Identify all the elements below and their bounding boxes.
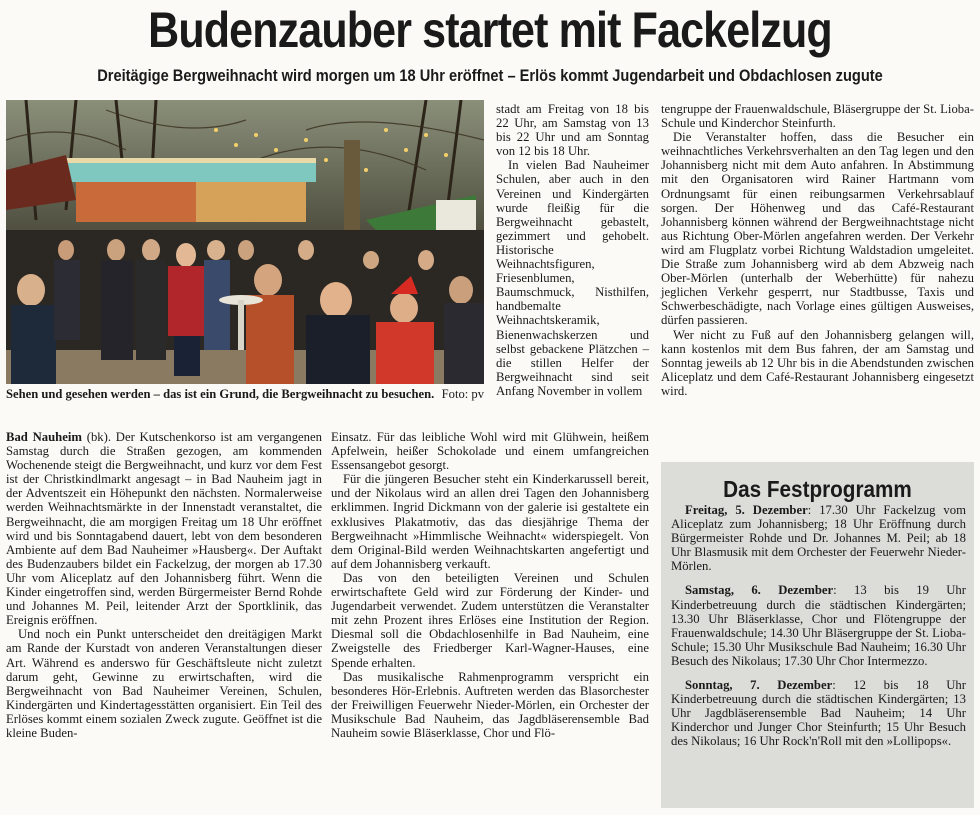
festprogramm-body [661, 503, 974, 749]
program-day-label: Freitag, 5. Dezember [685, 503, 808, 517]
article-column-1 [6, 430, 322, 740]
article-paragraph: Einsatz. Für das leibliche Wohl wird mit Glühwein, heißem Apfelwein, heißer Schokolade und einem umfangreichen Essensangebot gesorgt. [331, 430, 649, 473]
photo-credit: Foto: pv [441, 387, 484, 401]
article-column-2 [331, 430, 649, 740]
caption-text: Sehen und gesehen werden – das ist ein Grund, die Bergweihnacht zu besuchen. [6, 387, 435, 401]
photo-caption [6, 387, 484, 402]
subheadline: Dreitägige Bergweihnacht wird morgen um 18 Uhr eröffnet – Erlös kommt Jugendarbeit und Obdachlosen zugute [97, 66, 883, 85]
article-paragraph: Bad Nauheim (bk). Der Kutschenkorso ist am vergangenen Samstag durch die Straßen gezogen, am kommenden Wochenende steigt die Bergweihnacht, und kurz vor dem Fest ist der Christkindlmarkt angesagt – in Bad Nauheim jagt in der Adventszeit ein Höhepunkt den nächsten. Normalerweise werden Weihnachtsmärkte in der Innenstadt veranstaltet, die Bergweihnacht, die am morgigen Freitag um 18 Uhr eröffnet wird und bis Sonntagabend dauert, lebt von dem besonderen Ambiente auf dem Bad Nauheimer »Hausberg«. Der Auftakt des Budenzaubers bildet ein Fackelzug, der morgen ab 17.30 Uhr vom Aliceplatz auf den Johannisberg führt. Wenn die Kinder eingetroffen sind, werden Bürgermeister Bernd Rohde und Johannes M. Peil, leitender Arzt der Sportklinik, das Ereignis eröffnen. [6, 430, 322, 628]
article-paragraph: Das musikalische Rahmenprogramm verspricht ein besonderes Hör-Erlebnis. Auftreten werden das Blasorchester der Freiwilligen Feuerwehr Nieder-Mörlen, ein Orchester der Musikschule Bad Nauheim, das Jagdbläserensemble Bad Nauheim sowie Bläserklasse, Chor und Flö- [331, 669, 649, 740]
article-paragraph: tengruppe der Frauenwaldschule, Bläsergruppe der St. Lioba-Schule und Kinderchor Steinfurth. [661, 102, 974, 131]
program-day [671, 678, 966, 748]
article-paragraph: Das von den beteiligten Vereinen und Schulen erwirtschaftete Geld wird zur Förderung der Kinder- und Jugendarbeit verwendet. Zudem unterstützen die Veranstalter mit zehn Prozent ihres Erlöses eine Institution der Region. Diesmal soll die Obdachlosenhilfe in Bad Nauheim, eine Zweigstelle des Friedberger Karl-Wagner-Hauses, eine Spende erhalten. [331, 570, 649, 670]
program-day [671, 583, 966, 668]
program-day-label: Samstag, 6. Dezember [685, 583, 834, 598]
article-paragraph: Für die jüngeren Besucher steht ein Kinderkarussell bereit, und der Nikolaus wird an allen drei Tagen den Johannisberg erklimmen. Ingrid Dickmann von der galerie isi gestaltete ein exklusives Plakatmotiv, das das diesjährige Thema der Bergweihnacht »Himmlische Weihnacht« widerspiegelt. Von dem Original-Bild werden Weihnachtskarten angefertigt und auf dem Johannisberg verkauft. [331, 472, 649, 571]
article-column-3 [496, 102, 649, 398]
article-paragraph: stadt am Freitag von 18 bis 22 Uhr, am Samstag von 13 bis 22 Uhr und am Sonntag von 12 bis 18 Uhr. [496, 102, 649, 159]
article-paragraph: Die Veranstalter hoffen, dass die Besucher ein weihnachtliches Verkehrsverhalten an den Tag legen und den Johannisberg nicht mit dem Auto anfahren. In Abstimmung mit den Organisatoren wird Rainer Hartmann vom Ordnungsamt für einen reibungsarmen Verkehrsablauf sorgen. Der Höhenweg und das Café-Restaurant Johannisberg können während der Bergweihnachtstage nicht aus Richtung Ober-Mörlen angefahren werden. Der Verkehr wird am Flugplatz vorbei Richtung Waldstadion umgeleitet. Die Straße zum Johannisberg wird ab dem Abzweig nach Ober-Mörlen (unterhalb der Weberhütte) für nahezu jeglichen Verkehr gesperrt, nur Stadtbusse, Taxis und Schwerbeschädigte, nach Vorlage eines gültigen Ausweises, dürfen passieren. [661, 130, 974, 328]
program-day-text: : 12 bis 18 Uhr Kinderbetreuung durch die städtischen Kindergärten; 13 Uhr Jagdbläserensemble Bad Nauheim; 14 Uhr Kinderchor und Junger Chor Steinfurth; 15 Uhr Besuch des Nikolaus; 16 Uhr Rock'n'Roll mit den »Lollipops«. [671, 678, 967, 749]
program-day [671, 503, 966, 573]
program-day-text: : 17.30 Uhr Fackelzug vom Aliceplatz zum Johannisberg; 18 Uhr Eröffnung durch Bürgermeister Rohde und Dr. Johannes M. Peil; ab 18 Uhr Blasmusik mit dem Orchester der Feuerwehr Nieder-Mörlen. [671, 503, 966, 574]
program-day-label: Sonntag, 7. Dezember [685, 678, 833, 693]
article-paragraph: In vielen Bad Nauheimer Schulen, aber auch in den Vereinen und Kindergärten wurde fleißig für die Bergweihnacht gebastelt, gezimmert und gehobelt. Historische Weihnachtsfiguren, Friesenblumen, Baumschmuck, Nisthilfen, handbemalte Weihnachtskeramik, Bienenwachskerzen und selbst gebackene Plätzchen – die stillen Helfer der Bergweihnacht sind seit Anfang November in vollem [496, 158, 649, 398]
article-photo [6, 100, 484, 384]
article-column-4 [661, 102, 974, 398]
article-paragraph: Wer nicht zu Fuß auf den Johannisberg gelangen will, kann kostenlos mit dem Bus fahren, der am Samstag und Sonntag jeweils ab 12 Uhr bis in die Abendstunden zwischen Aliceplatz und dem Café-Restaurant Johannisberg eingesetzt wird. [661, 327, 974, 398]
article-paragraph: Und noch ein Punkt unterscheidet den dreitägigen Markt am Rande der Kurstadt von anderen Veranstaltungen dieser Art. Während es anderswo für Geschäftsleute nicht zuletzt darum geht, Gewinne zu erwirtschaften, wird die Bergweihnacht von Bad Nauheimer Vereinen, Schulen, Kindergärten und Kindertagesstätten organisiert. Ein Teil des Erlöses kommt einem sozialen Zweck zugute. Geöffnet ist die kleine Buden- [6, 627, 322, 740]
festprogramm-title: Das Festprogramm [723, 476, 912, 502]
headline: Budenzauber startet mit Fackelzug [148, 2, 832, 58]
festprogramm-box [661, 462, 974, 808]
christmas-market-crowd-photo [6, 100, 484, 384]
dateline: Bad Nauheim [6, 430, 82, 444]
program-day-text: : 13 bis 19 Uhr Kinderbetreuung durch die städtischen Kindergärten; 13.30 Uhr Bläserklasse, Chor und Flötengruppe der Frauenwaldschule; 14.30 Uhr Bläsergruppe der St. Lioba-Schule; 15.30 Uhr Musikschule Bad Nauheim; 16.30 Uhr Besuch des Nikolaus; 17.30 Uhr Chor Intermezzo. [671, 583, 966, 668]
